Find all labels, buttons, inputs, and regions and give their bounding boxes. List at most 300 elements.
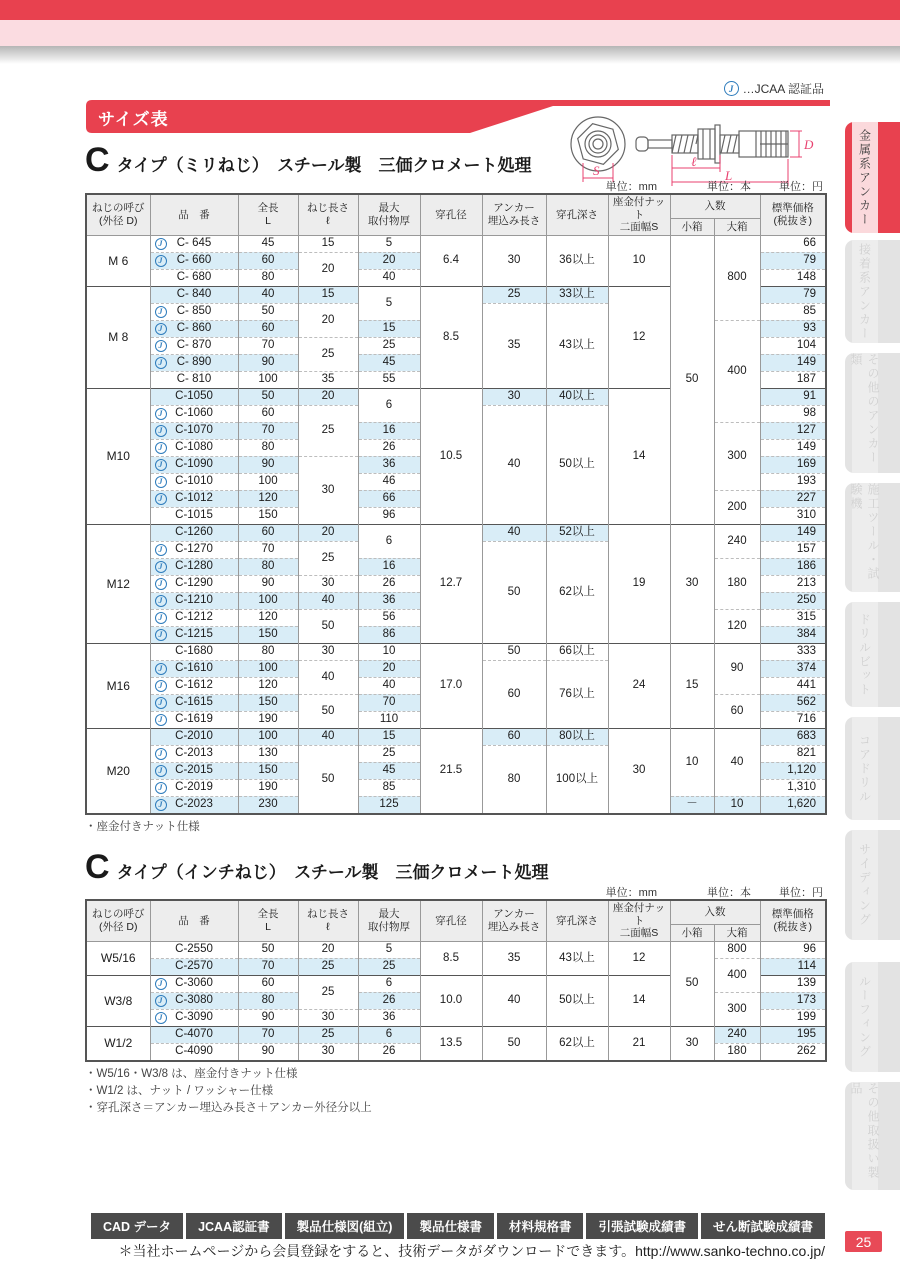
- doc-button-3[interactable]: 製品仕様図(組立): [285, 1213, 405, 1239]
- jcaa-icon: J: [155, 323, 167, 335]
- jcaa-icon: J: [155, 595, 167, 607]
- cell-price: 195: [760, 1026, 826, 1043]
- cell-code: J C-1012: [150, 490, 238, 507]
- cell-screw: 50: [298, 694, 358, 728]
- cell-thick: 56: [358, 609, 420, 626]
- sidebar-tab-6[interactable]: [845, 717, 900, 820]
- cell-len: 230: [238, 796, 298, 814]
- cell-screw: 40: [298, 592, 358, 609]
- title-letter: C: [85, 848, 110, 887]
- cell-depth: 62以上: [546, 1026, 608, 1061]
- cell-price: 85: [760, 303, 826, 320]
- cell-code: J C-3080: [150, 992, 238, 1009]
- cell-thick: 25: [358, 337, 420, 354]
- cell-thick: 55: [358, 371, 420, 388]
- cell-thick: 10: [358, 643, 420, 660]
- sidebar-tab-label: その他取扱い製品: [849, 1082, 880, 1180]
- cell-price: 333: [760, 643, 826, 660]
- cell-code: J C-1280: [150, 558, 238, 575]
- sidebar-tab-5[interactable]: [845, 602, 900, 707]
- jcaa-icon: J: [155, 476, 167, 488]
- cell-size: M20: [86, 728, 150, 814]
- cell-len: 100: [238, 592, 298, 609]
- table-row: [86, 524, 826, 541]
- cell-size: M16: [86, 643, 150, 728]
- cell-thick: 86: [358, 626, 420, 643]
- cell-nut: 21: [608, 1026, 670, 1061]
- dim-label-l-big: L: [725, 168, 733, 183]
- cell-code: C-4070: [150, 1026, 238, 1043]
- header-length: 全長 L: [238, 194, 298, 235]
- cell-screw: 50: [298, 745, 358, 814]
- cell-price: 149: [760, 439, 826, 456]
- cell-code: J C-2013: [150, 745, 238, 762]
- cell-large: 200: [714, 490, 760, 524]
- cell-price: 193: [760, 473, 826, 490]
- table-row: [86, 728, 826, 745]
- cell-thick: 26: [358, 992, 420, 1009]
- cell-code: J C-1070: [150, 422, 238, 439]
- header-depth: 穿孔深さ: [546, 900, 608, 941]
- cell-price: 66: [760, 235, 826, 252]
- cell-len: 150: [238, 694, 298, 711]
- cell-screw: 25: [298, 405, 358, 456]
- cell-thick: 6: [358, 975, 420, 992]
- cell-large: 10: [714, 796, 760, 814]
- cell-dia: 8.5: [420, 286, 482, 388]
- cell-nut: 24: [608, 643, 670, 728]
- cell-screw: 25: [298, 337, 358, 371]
- jcaa-icon: J: [155, 442, 167, 454]
- cell-thick: 125: [358, 796, 420, 814]
- cell-small: 30: [670, 1026, 714, 1061]
- cell-code: C- 680: [150, 269, 238, 286]
- unit-yen: 単位：円: [779, 181, 823, 193]
- jcaa-icon: J: [155, 978, 167, 990]
- cell-len: 60: [238, 320, 298, 337]
- table-row: [86, 941, 826, 958]
- cell-large: 120: [714, 609, 760, 643]
- cell-large: 240: [714, 1026, 760, 1043]
- top-shadow: [0, 46, 900, 64]
- cell-len: 80: [238, 269, 298, 286]
- cell-code: C-2550: [150, 941, 238, 958]
- cell-depth: 50以上: [546, 975, 608, 1026]
- unit-hon: 単位：本: [707, 181, 751, 193]
- cell-large: 800: [714, 941, 760, 958]
- cell-embed: 30: [482, 235, 546, 286]
- cell-screw: 25: [298, 975, 358, 1009]
- header-max-thickness: 最大 取付物厚: [358, 194, 420, 235]
- units-row-metric: [85, 178, 825, 193]
- jcaa-icon: J: [155, 995, 167, 1007]
- cell-len: 60: [238, 975, 298, 992]
- jcaa-icon: J: [155, 629, 167, 641]
- cell-depth: 36以上: [546, 235, 608, 286]
- cell-price: 157: [760, 541, 826, 558]
- cell-size: M 8: [86, 286, 150, 388]
- header-small-box: 小箱: [670, 925, 714, 941]
- footnote-metric: ・座金付きナット仕様: [85, 820, 200, 833]
- cell-screw: 50: [298, 609, 358, 643]
- cell-code: J C-1080: [150, 439, 238, 456]
- header-price: 標準価格 (税抜き): [760, 194, 826, 235]
- cell-price: 227: [760, 490, 826, 507]
- cell-size: W3/8: [86, 975, 150, 1026]
- cell-small: 30: [670, 524, 714, 643]
- document-buttons-bar: [85, 1213, 825, 1239]
- cell-thick: 36: [358, 592, 420, 609]
- cell-screw: 20: [298, 303, 358, 337]
- cell-dia: 13.5: [420, 1026, 482, 1061]
- jcaa-icon: J: [155, 714, 167, 726]
- cell-dia: 6.4: [420, 235, 482, 286]
- header-embed: アンカー 埋込み長さ: [482, 900, 546, 941]
- cell-code: C- 840: [150, 286, 238, 303]
- header-hole-dia: 穿孔径: [420, 194, 482, 235]
- footnote-line: ・W5/16・W3/8 は、座金付きナット仕様: [85, 1067, 298, 1080]
- cell-thick: 66: [358, 490, 420, 507]
- cell-len: 120: [238, 609, 298, 626]
- cell-thick: 16: [358, 558, 420, 575]
- cell-price: 199: [760, 1009, 826, 1026]
- cell-screw: 35: [298, 371, 358, 388]
- cell-len: 190: [238, 779, 298, 796]
- cell-large: 800: [714, 235, 760, 320]
- cell-screw: 15: [298, 286, 358, 303]
- cell-price: 91: [760, 388, 826, 405]
- header-max-thickness: 最大 取付物厚: [358, 900, 420, 941]
- header-nut-width: 座金付ナット 二面幅S: [608, 194, 670, 235]
- jcaa-legend: [724, 80, 824, 97]
- cell-screw: 30: [298, 1043, 358, 1061]
- cell-price: 213: [760, 575, 826, 592]
- cell-thick: 45: [358, 762, 420, 779]
- cell-thick: 40: [358, 269, 420, 286]
- cell-price: 1,620: [760, 796, 826, 814]
- cell-code: J C- 645: [150, 235, 238, 252]
- sidebar-tab-4[interactable]: [845, 483, 900, 592]
- cell-small: 50: [670, 235, 714, 524]
- cell-price: 262: [760, 1043, 826, 1061]
- dim-label-l-small: ℓ: [691, 154, 697, 169]
- cell-thick: 5: [358, 286, 420, 320]
- cell-large: 300: [714, 992, 760, 1026]
- jcaa-mark-icon: J: [724, 81, 739, 96]
- sidebar-tab-3[interactable]: [845, 353, 900, 473]
- cell-len: 90: [238, 456, 298, 473]
- cell-code: J C-1215: [150, 626, 238, 643]
- cell-code: J C-3060: [150, 975, 238, 992]
- sidebar-tab-2[interactable]: [845, 240, 900, 343]
- table-row: [86, 1026, 826, 1043]
- jcaa-icon: J: [155, 1012, 167, 1024]
- cell-len: 70: [238, 1026, 298, 1043]
- spec-table-metric: [85, 193, 827, 815]
- cell-price: 169: [760, 456, 826, 473]
- cell-thick: 70: [358, 694, 420, 711]
- header-hole-dia: 穿孔径: [420, 900, 482, 941]
- cell-len: 80: [238, 558, 298, 575]
- cell-code: J C-1010: [150, 473, 238, 490]
- sidebar-tab-label: ドリルビット: [857, 612, 872, 697]
- cell-code: C-4090: [150, 1043, 238, 1061]
- cell-embed: 35: [482, 941, 546, 975]
- jcaa-icon: J: [155, 799, 167, 811]
- cell-code: J C- 870: [150, 337, 238, 354]
- cell-thick: 6: [358, 388, 420, 422]
- cell-thick: 26: [358, 439, 420, 456]
- content-column: [85, 178, 825, 1118]
- cell-len: 90: [238, 354, 298, 371]
- cell-small: 15: [670, 643, 714, 728]
- jcaa-icon: J: [155, 765, 167, 777]
- cell-thick: 36: [358, 1009, 420, 1026]
- cell-depth: 43以上: [546, 941, 608, 975]
- unit-mm: 単位：mm: [605, 181, 657, 193]
- cell-code: J C-2023: [150, 796, 238, 814]
- cell-code: J C-1619: [150, 711, 238, 728]
- cell-screw: 40: [298, 728, 358, 745]
- dim-label-d: D: [804, 137, 814, 152]
- header-size: ねじの呼び (外径 D): [86, 194, 150, 235]
- cell-size: W1/2: [86, 1026, 150, 1061]
- cell-thick: 26: [358, 1043, 420, 1061]
- cell-nut: 14: [608, 975, 670, 1026]
- cell-price: 104: [760, 337, 826, 354]
- cell-len: 100: [238, 728, 298, 745]
- jcaa-icon: J: [155, 357, 167, 369]
- top-red-bar: [0, 0, 900, 20]
- cell-small: －: [670, 796, 714, 814]
- jcaa-icon: J: [155, 680, 167, 692]
- cell-screw: 20: [298, 252, 358, 286]
- cell-len: 45: [238, 235, 298, 252]
- cell-thick: 5: [358, 941, 420, 958]
- cell-price: 384: [760, 626, 826, 643]
- cell-len: 90: [238, 1009, 298, 1026]
- cell-large: 90: [714, 643, 760, 694]
- cell-price: 315: [760, 609, 826, 626]
- doc-button-1[interactable]: CAD データ: [91, 1213, 183, 1239]
- jcaa-icon: J: [155, 306, 167, 318]
- table-row: [86, 643, 826, 660]
- cell-code: C-1050: [150, 388, 238, 405]
- cell-len: 50: [238, 303, 298, 320]
- cell-embed: 40: [482, 405, 546, 524]
- header-nut-width: 座金付ナット 二面幅S: [608, 900, 670, 941]
- header-depth: 穿孔深さ: [546, 194, 608, 235]
- doc-button-6[interactable]: 引張試験成績書: [586, 1213, 698, 1239]
- cell-thick: 16: [358, 422, 420, 439]
- doc-button-2[interactable]: JCAA認証書: [186, 1213, 282, 1239]
- sidebar-tab-1[interactable]: [845, 122, 900, 233]
- cell-len: 60: [238, 252, 298, 269]
- cell-price: 310: [760, 507, 826, 524]
- cell-depth: 62以上: [546, 541, 608, 643]
- cell-thick: 15: [358, 728, 420, 745]
- doc-button-7[interactable]: せん断試験成績書: [701, 1213, 825, 1239]
- jcaa-icon: J: [155, 408, 167, 420]
- section-title-metric: [85, 143, 532, 177]
- cell-price: 1,120: [760, 762, 826, 779]
- cell-price: 173: [760, 992, 826, 1009]
- cell-len: 150: [238, 762, 298, 779]
- cell-price: 186: [760, 558, 826, 575]
- cell-len: 190: [238, 711, 298, 728]
- doc-button-4[interactable]: 製品仕様書: [407, 1213, 494, 1239]
- cell-depth: 50以上: [546, 405, 608, 524]
- title-letter: C: [85, 141, 110, 179]
- header-length: 全長 L: [238, 900, 298, 941]
- cell-code: J C-1060: [150, 405, 238, 422]
- cell-code: C-1015: [150, 507, 238, 524]
- cell-large: 180: [714, 1043, 760, 1061]
- cell-len: 100: [238, 660, 298, 677]
- cell-thick: 45: [358, 354, 420, 371]
- cell-large: 40: [714, 728, 760, 796]
- cell-len: 50: [238, 388, 298, 405]
- cell-len: 60: [238, 524, 298, 541]
- cell-len: 150: [238, 507, 298, 524]
- cell-size: W5/16: [86, 941, 150, 975]
- jcaa-icon: J: [155, 493, 167, 505]
- cell-code: C-1260: [150, 524, 238, 541]
- cell-price: 562: [760, 694, 826, 711]
- cell-len: 70: [238, 337, 298, 354]
- cell-code: J C-1290: [150, 575, 238, 592]
- cell-price: 148: [760, 269, 826, 286]
- jcaa-icon: J: [155, 340, 167, 352]
- cell-embed: 60: [482, 660, 546, 728]
- cell-depth: 33以上: [546, 286, 608, 303]
- jcaa-icon: J: [155, 578, 167, 590]
- spec-table-inch: [85, 899, 827, 1062]
- cell-price: 716: [760, 711, 826, 728]
- cell-price: 96: [760, 941, 826, 958]
- cell-embed: 25: [482, 286, 546, 303]
- cell-dia: 10.5: [420, 388, 482, 524]
- cell-nut: 10: [608, 235, 670, 286]
- cell-thick: 96: [358, 507, 420, 524]
- jcaa-icon: J: [155, 782, 167, 794]
- sidebar-tab-9[interactable]: [845, 1082, 900, 1190]
- jcaa-legend-label: …JCAA 認証品: [742, 82, 824, 96]
- cell-thick: 20: [358, 660, 420, 677]
- doc-button-5[interactable]: 材料規格書: [497, 1213, 584, 1239]
- header-size: ねじの呼び (外径 D): [86, 900, 150, 941]
- cell-depth: 100以上: [546, 745, 608, 814]
- cell-depth: 80以上: [546, 728, 608, 745]
- cell-nut: 12: [608, 941, 670, 975]
- cell-price: 127: [760, 422, 826, 439]
- cell-len: 120: [238, 490, 298, 507]
- top-pink-bar: [0, 20, 900, 46]
- header-code: 品 番: [150, 194, 238, 235]
- cell-dia: 21.5: [420, 728, 482, 814]
- cell-nut: 30: [608, 728, 670, 814]
- cell-screw: 30: [298, 643, 358, 660]
- cell-code: J C-2019: [150, 779, 238, 796]
- cell-screw: 20: [298, 524, 358, 541]
- page-number-badge: 25: [845, 1231, 882, 1252]
- header-qty: 入数: [670, 900, 760, 925]
- cell-price: 149: [760, 354, 826, 371]
- cell-screw: 40: [298, 660, 358, 694]
- cell-len: 100: [238, 473, 298, 490]
- cell-thick: 15: [358, 320, 420, 337]
- cell-depth: 76以上: [546, 660, 608, 728]
- header-screw-length: ねじ長さ ℓ: [298, 194, 358, 235]
- cell-price: 79: [760, 252, 826, 269]
- cell-thick: 40: [358, 677, 420, 694]
- header-small-box: 小箱: [670, 219, 714, 235]
- cell-thick: 20: [358, 252, 420, 269]
- cell-screw: 25: [298, 1026, 358, 1043]
- title-text: タイプ（ミリねじ） スチール製 三価クロメート処理: [116, 156, 532, 175]
- section-title-inch: [85, 848, 825, 887]
- cell-price: 1,310: [760, 779, 826, 796]
- cell-small: 50: [670, 941, 714, 1026]
- cell-len: 90: [238, 1043, 298, 1061]
- jcaa-icon: J: [155, 238, 167, 250]
- cell-code: J C-1610: [150, 660, 238, 677]
- cell-size: M12: [86, 524, 150, 643]
- cell-nut: 19: [608, 524, 670, 643]
- cell-code: J C-1212: [150, 609, 238, 626]
- header-embed: アンカー 埋込み長さ: [482, 194, 546, 235]
- cell-thick: 25: [358, 745, 420, 762]
- sidebar-tab-label: 金属系アンカー: [857, 128, 872, 227]
- cell-price: 374: [760, 660, 826, 677]
- cell-size: M10: [86, 388, 150, 524]
- cell-nut: 12: [608, 286, 670, 388]
- jcaa-icon: J: [155, 459, 167, 471]
- sidebar-tab-7[interactable]: [845, 830, 900, 940]
- cell-len: 40: [238, 286, 298, 303]
- url-note: ＊当社ホームページから会員登録をすると、技術データがダウンロードできます。http://www.sanko-techno.co.jp/: [118, 1243, 825, 1259]
- header-code: 品 番: [150, 900, 238, 941]
- cell-large: 180: [714, 558, 760, 609]
- cell-price: 139: [760, 975, 826, 992]
- cell-embed: 50: [482, 643, 546, 660]
- cell-len: 80: [238, 992, 298, 1009]
- cell-price: 683: [760, 728, 826, 745]
- header-large-box: 大箱: [714, 925, 760, 941]
- cell-embed: 40: [482, 524, 546, 541]
- cell-dia: 12.7: [420, 524, 482, 643]
- cell-large: 240: [714, 524, 760, 558]
- cell-price: 79: [760, 286, 826, 303]
- header-price: 標準価格 (税抜き): [760, 900, 826, 941]
- jcaa-icon: J: [155, 544, 167, 556]
- cell-len: 80: [238, 439, 298, 456]
- jcaa-icon: J: [155, 425, 167, 437]
- cell-screw: 30: [298, 1009, 358, 1026]
- cell-code: J C-1270: [150, 541, 238, 558]
- sidebar-tab-8[interactable]: [845, 962, 900, 1072]
- cell-depth: 43以上: [546, 303, 608, 388]
- cell-price: 93: [760, 320, 826, 337]
- table-row: [86, 235, 826, 252]
- sidebar-tab-label: サイディング: [857, 843, 872, 927]
- cell-large: 400: [714, 320, 760, 422]
- header-large-box: 大箱: [714, 219, 760, 235]
- cell-code: J C- 660: [150, 252, 238, 269]
- cell-screw: 30: [298, 456, 358, 524]
- cell-large: 300: [714, 422, 760, 490]
- cell-code: J C-3090: [150, 1009, 238, 1026]
